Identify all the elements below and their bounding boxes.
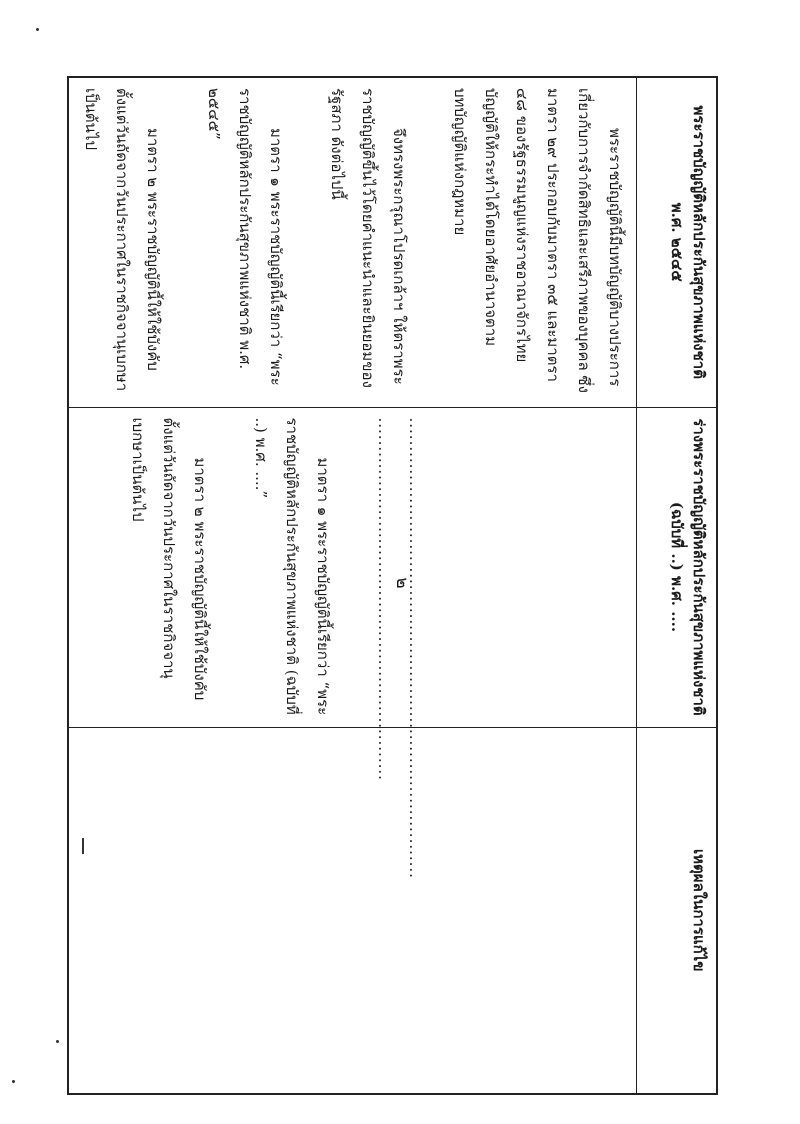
enactment-paragraph: จึงทรงพระกรุณาโปรดเกล้าฯ ให้ตราพระราชบัญญัติขึ้นไว้โดยคำแนะนำและยินยอมของรัฐสภา ดังต่อไปนี้ <box>328 88 409 388</box>
draft-act-cell <box>69 407 638 879</box>
scan-speck <box>56 1040 59 1043</box>
table-header-row <box>637 77 717 1094</box>
dotted-line-2: ............................................................... <box>375 417 394 781</box>
draft-section-2-paragraph: มาตรา ๒ พระราชบัญญัตินี้ให้ใช้บังคับตั้งแต่วันถัดจากวันประกาศในราชกิจจานุเบกษาเป็นต้นไป <box>129 417 210 701</box>
dotted-line-1: ................................................................................ <box>406 417 425 879</box>
draft-section-1-paragraph: มาตรา ๑ พระราชบัญญัตินี้เรียกว่า “พระราชบัญญัติหลักประกันสุขภาพแห่งชาติ (ฉบับที่ ..) พ.ศ. ....” <box>252 417 333 716</box>
page-number: ๒ <box>392 577 412 589</box>
header-draft-act: ร่างพระราชบัญญัติหลักประกันสุขภาพแห่งชาติ (ฉบับที่ ..) พ.ศ. .... <box>637 407 717 727</box>
preamble-paragraph: พระราชบัญญัตินี้มีบทบัญญัติบางประการเกี่ยวกับการจำกัดสิทธิและเสรีภาพของบุคคล ซึ่งมาตรา ๒๙ ประกอบกับมาตรา ๓๕ และมาตรา ๔๘ ของรัฐธรรมนูญแห่งราชอาณาจักรไทย บัญญัติให้กระทำได้โดยอาศัยอำนาจตามบทบัญญัติแห่งกฎหมาย <box>451 88 625 393</box>
header-current-act: พระราชบัญญัติหลักประกันสุขภาพแห่งชาติ พ.ศ. ๒๕๔๕ <box>637 77 717 407</box>
table-body-row <box>69 77 638 1094</box>
header-reason: เหตุผลในการแก้ไข <box>637 727 717 1094</box>
comparison-table <box>68 76 719 1095</box>
scan-speck <box>12 1080 15 1083</box>
reason-cell <box>69 727 638 1094</box>
scan-mark <box>82 838 84 854</box>
scan-speck <box>36 28 39 31</box>
section-2-paragraph: มาตรา ๒ พระราชบัญญัตินี้ให้ใช้บังคับตั้งแต่วันถัดจากวันประกาศในราชกิจจานุเบกษาเป็นต้นไป <box>82 88 163 392</box>
current-act-cell <box>69 77 638 407</box>
rotated-table-wrapper <box>81 76 718 1093</box>
section-1-paragraph: มาตรา ๑ พระราชบัญญัตินี้เรียกว่า “พระราชบัญญัติหลักประกันสุขภาพแห่งชาติ พ.ศ. ๒๕๔๕” <box>205 88 286 386</box>
